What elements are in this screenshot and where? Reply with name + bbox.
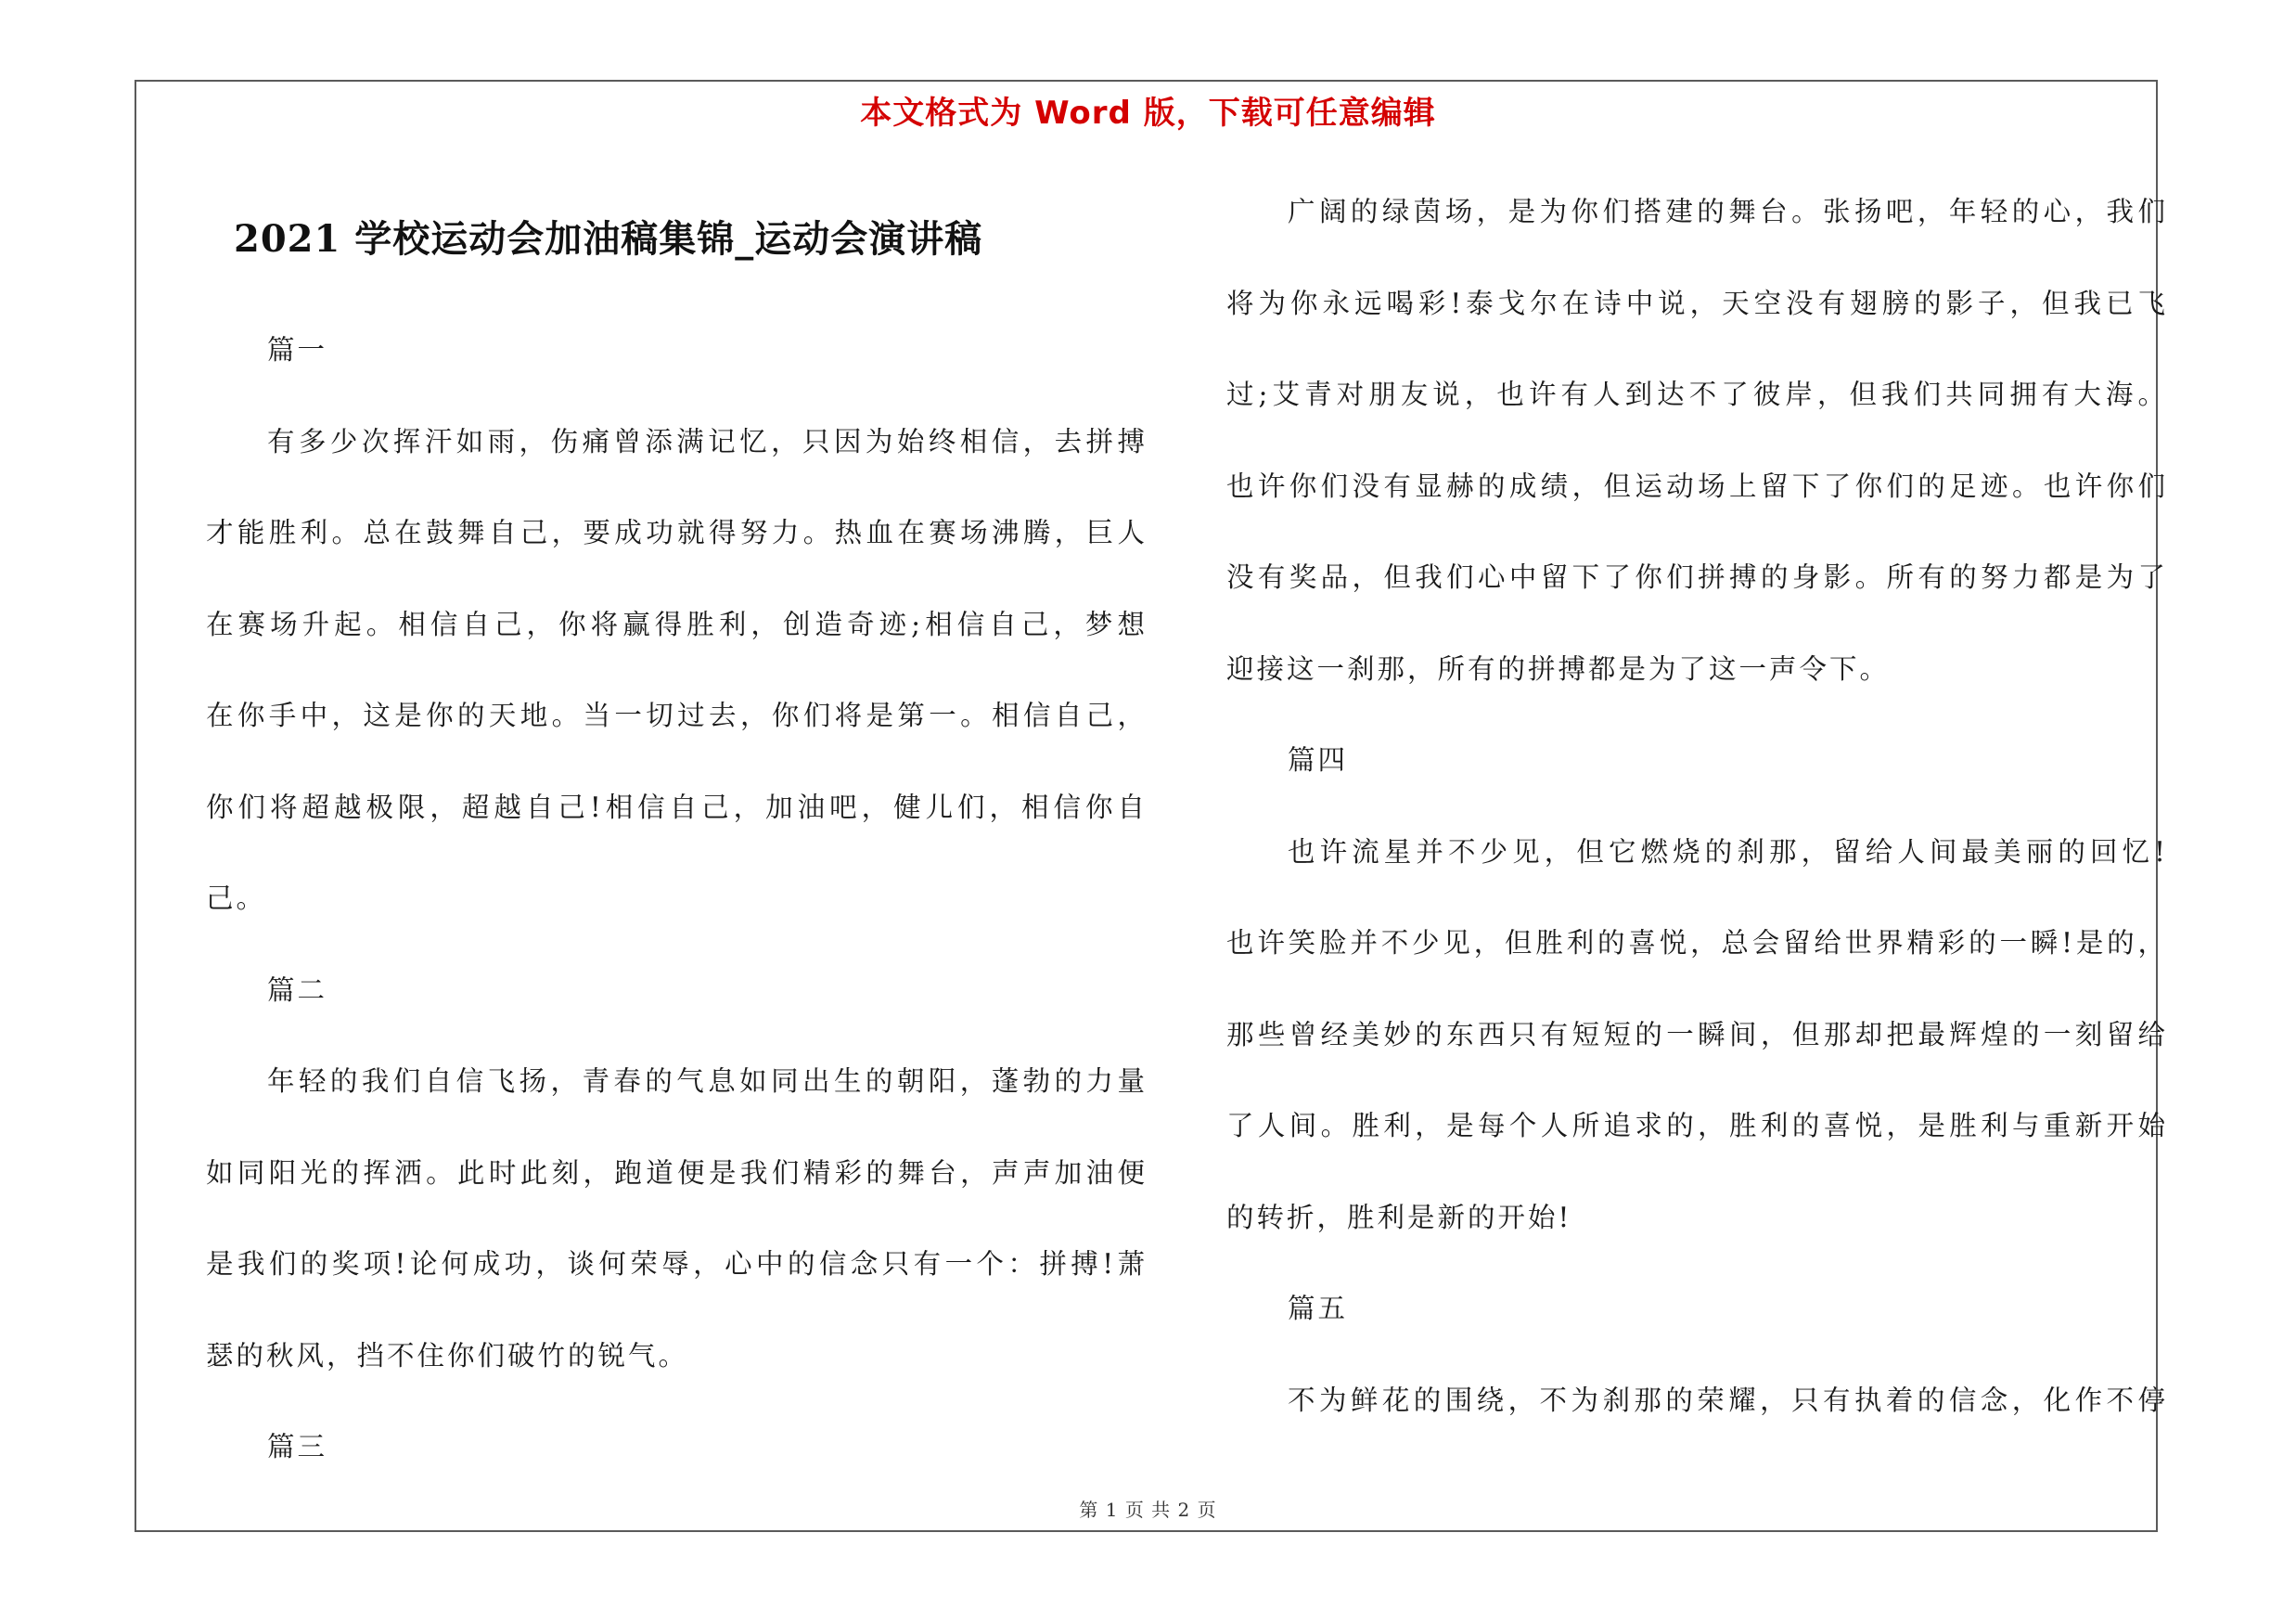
paragraph-line: 在你手中，这是你的天地。当一切过去，你们将是第一。相信自己，	[206, 700, 1148, 731]
section-heading: 篇五	[1288, 1293, 1349, 1324]
paragraph-line: 你们将超越极限，超越自己!相信自己，加油吧，健儿们，相信你自	[206, 791, 1148, 823]
paragraph-line: 如同阳光的挥洒。此时此刻，跑道便是我们精彩的舞台，声声加油便	[206, 1156, 1148, 1189]
section-heading: 篇四	[1288, 744, 1349, 776]
paragraph-line: 也许流星并不少见，但它燃烧的刹那，留给人间最美丽的回忆!	[1288, 835, 2168, 868]
format-banner: 本文格式为 Word 版，下载可任意编辑	[860, 95, 1436, 132]
paragraph-line: 的转折，胜利是新的开始!	[1226, 1201, 1572, 1233]
paragraph-line: 是我们的奖项!论何成功，谈何荣辱，心中的信念只有一个：拼搏!萧	[206, 1248, 1148, 1280]
section-heading: 篇二	[267, 973, 328, 1006]
paragraph-line: 才能胜利。总在鼓舞自己，要成功就得努力。热血在赛场沸腾，巨人	[206, 517, 1148, 548]
paragraph-line: 年轻的我们自信飞扬，青春的气息如同出生的朝阳，蓬勃的力量	[267, 1065, 1148, 1097]
paragraph-line: 没有奖品，但我们心中留下了你们拼搏的身影。所有的努力都是为了	[1226, 561, 2168, 593]
paragraph-line: 广阔的绿茵场，是为你们搭建的舞台。张扬吧，年轻的心，我们	[1288, 196, 2168, 227]
paragraph-line: 迎接这一刹那，所有的拼搏都是为了这一声令下。	[1226, 652, 1891, 685]
document-title: 2021 学校运动会加油稿集锦_运动会演讲稿	[234, 217, 983, 261]
paragraph-line: 瑟的秋风，挡不住你们破竹的锐气。	[206, 1339, 689, 1372]
paragraph-line: 不为鲜花的围绕，不为刹那的荣耀，只有执着的信念，化作不停	[1288, 1384, 2168, 1416]
page-footer: 第 1 页 共 2 页	[1079, 1499, 1217, 1521]
paragraph-line: 那些曾经美妙的东西只有短短的一瞬间，但那却把最辉煌的一刻留给	[1226, 1018, 2168, 1050]
paragraph-line: 有多少次挥汗如雨，伤痛曾添满记忆，只因为始终相信，去拼搏	[267, 425, 1148, 457]
paragraph-line: 也许笑脸并不少见，但胜利的喜悦，总会留给世界精彩的一瞬!是的，	[1226, 927, 2168, 959]
section-heading: 篇一	[267, 334, 328, 366]
paragraph-line: 也许你们没有显赫的成绩，但运动场上留下了你们的足迹。也许你们	[1226, 470, 2168, 502]
paragraph-line: 过;艾青对朋友说，也许有人到达不了彼岸，但我们共同拥有大海。	[1226, 379, 2168, 410]
paragraph-line: 在赛场升起。相信自己，你将赢得胜利，创造奇迹;相信自己，梦想	[206, 608, 1148, 640]
paragraph-line: 将为你永远喝彩!泰戈尔在诗中说，天空没有翅膀的影子，但我已飞	[1226, 287, 2168, 319]
paragraph-line: 了人间。胜利，是每个人所追求的，胜利的喜悦，是胜利与重新开始	[1226, 1110, 2168, 1141]
paragraph-line: 己。	[206, 882, 267, 914]
section-heading: 篇三	[267, 1431, 328, 1462]
